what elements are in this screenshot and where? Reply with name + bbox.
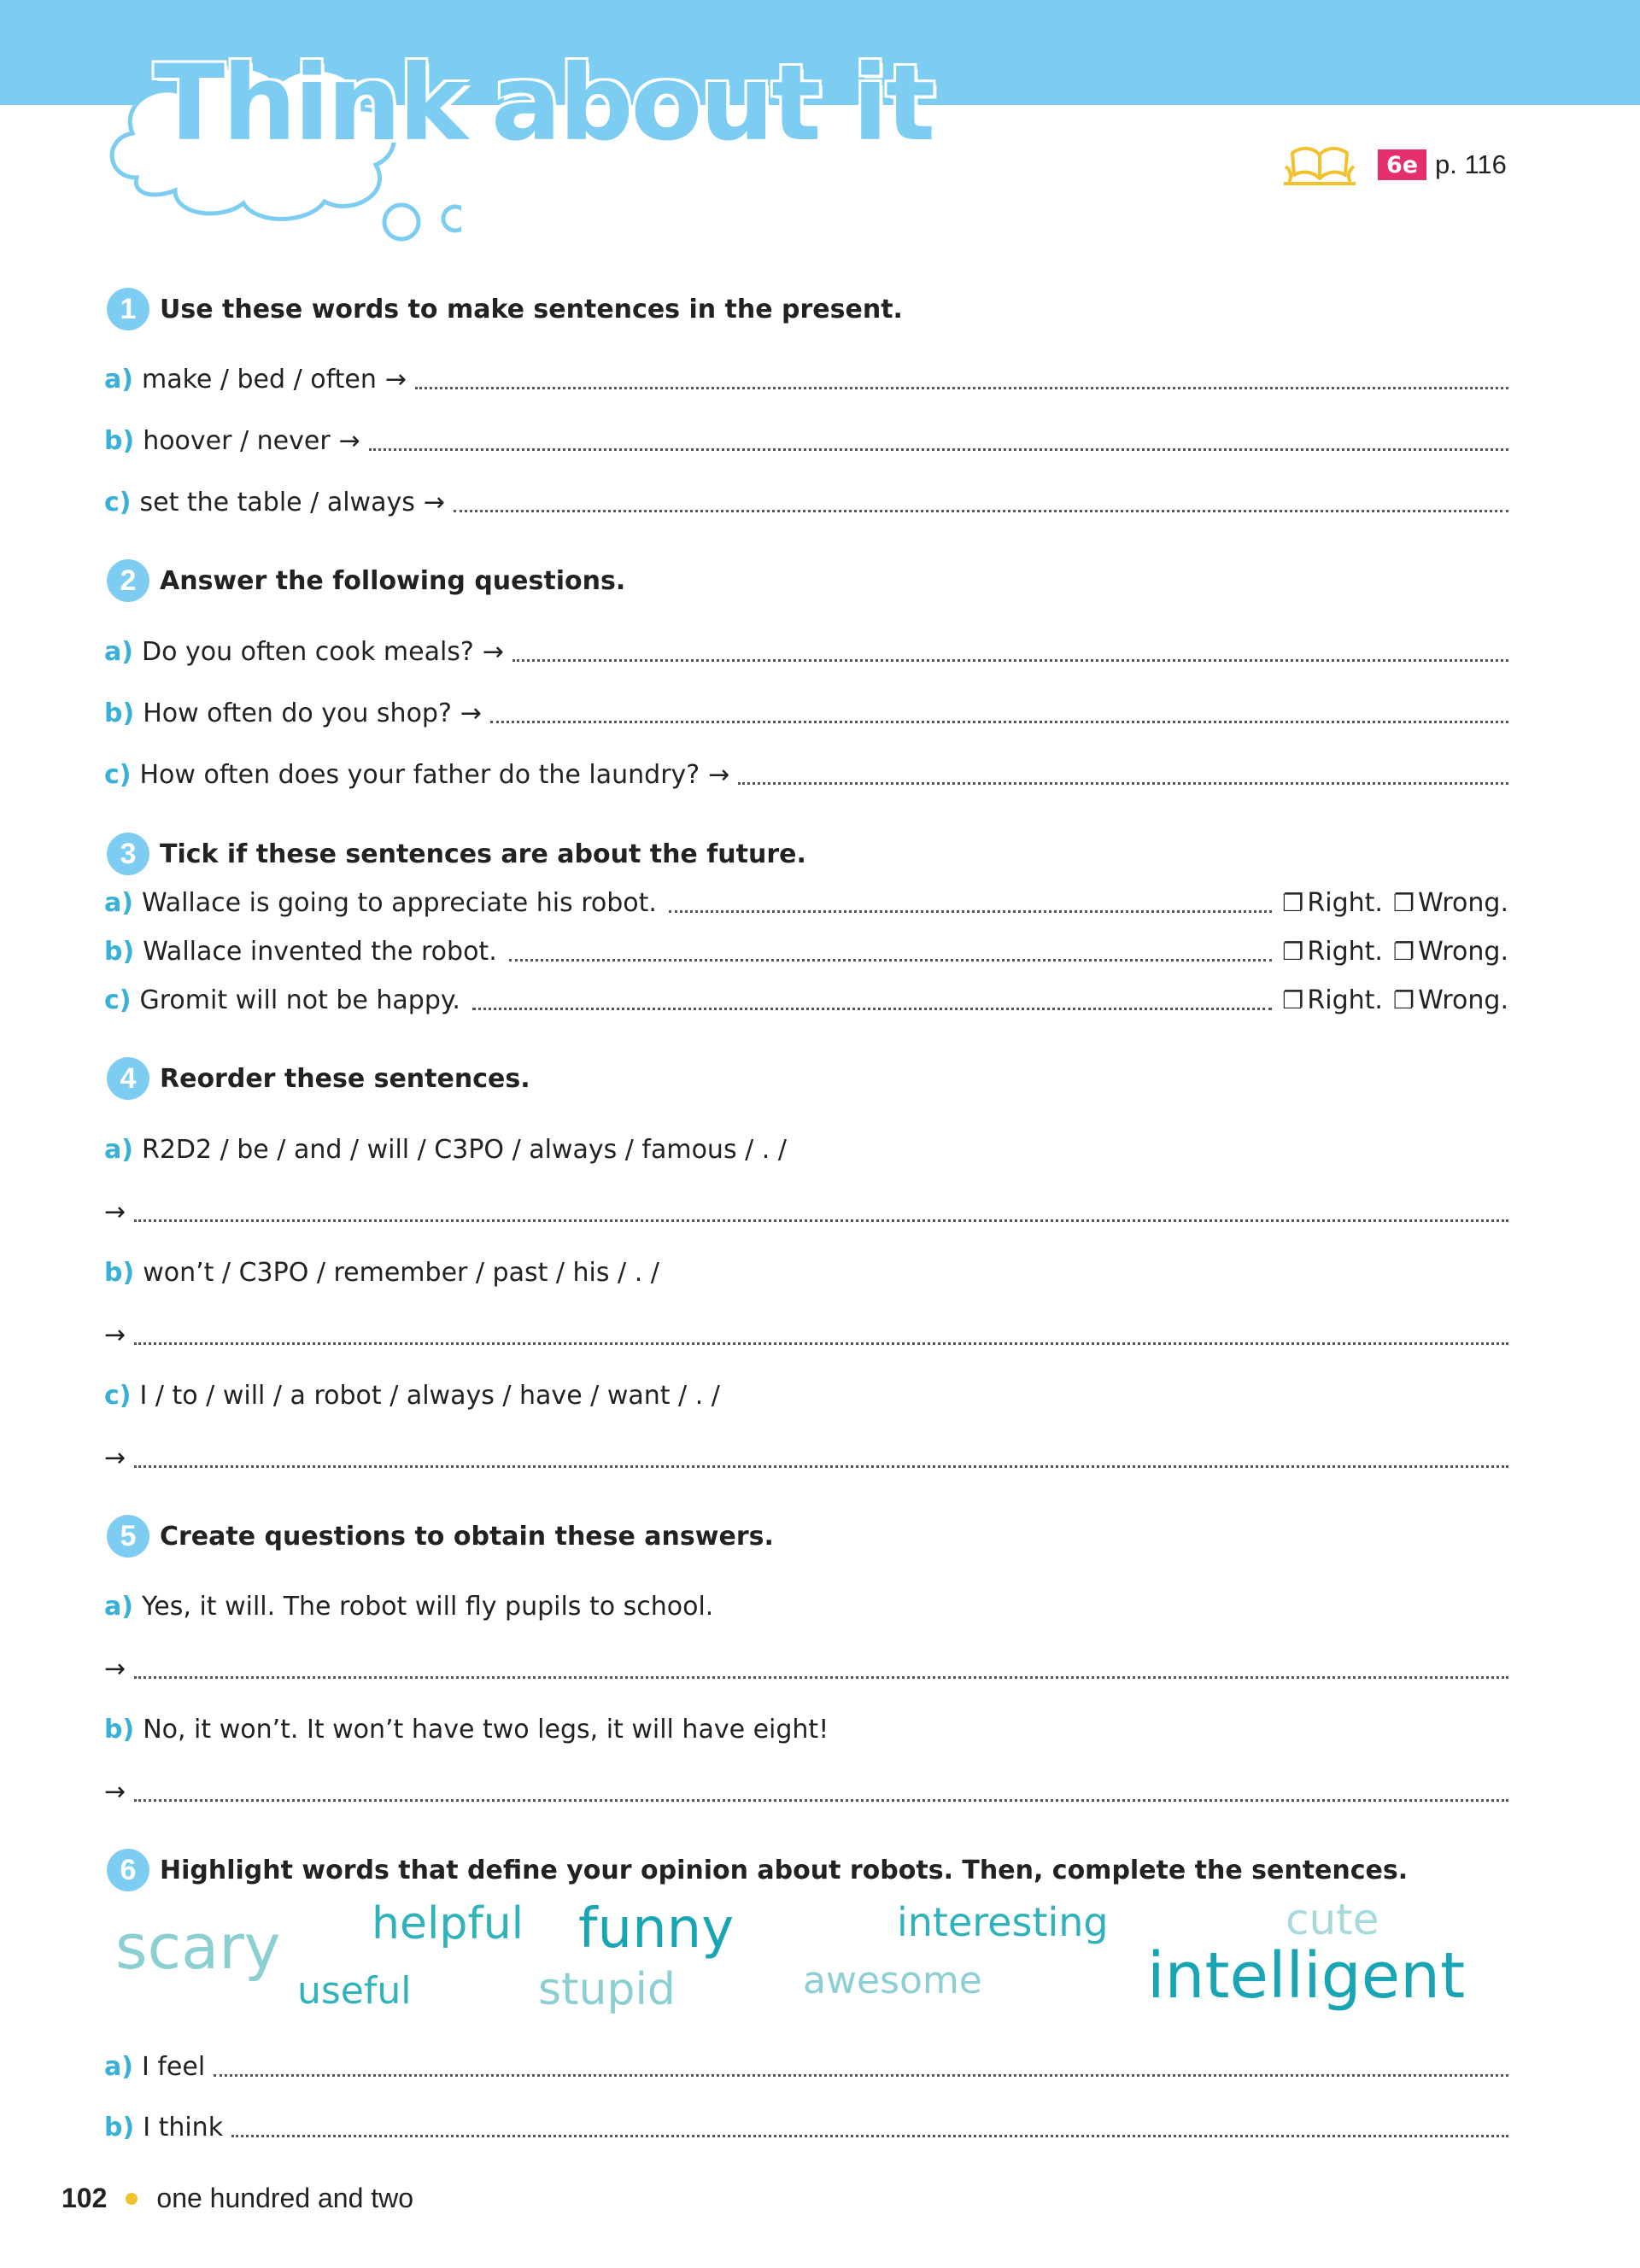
exercise-instruction: Tick if these sentences are about the future.: [160, 839, 806, 869]
answer-line[interactable]: [134, 1342, 1508, 1345]
arrow-icon: →: [423, 488, 445, 517]
level-badge: 6e: [1378, 149, 1426, 180]
item-prompt: make / bed / often: [141, 365, 377, 395]
bullet-dot-icon: [126, 2193, 138, 2205]
word-scary[interactable]: scary: [115, 1911, 281, 1983]
exercise-number: 3: [107, 833, 149, 875]
page-ref-text: p. 116: [1435, 149, 1507, 179]
item-label: a): [104, 2052, 133, 2082]
item-prompt: hoover / never: [143, 426, 331, 456]
page-reference[interactable]: [1277, 141, 1507, 189]
exercise-number: 4: [107, 1057, 149, 1100]
arrow-icon: →: [338, 426, 360, 456]
item-prompt: Wallace is going to appreciate his robot.: [141, 888, 657, 918]
answer-line[interactable]: [214, 2074, 1508, 2077]
exercise-instruction: Use these words to make sentences in the present.: [160, 294, 903, 324]
answer-line[interactable]: [454, 510, 1508, 512]
word-funny[interactable]: funny: [578, 1897, 735, 1961]
item-label: b): [104, 2113, 135, 2142]
item-label: b): [104, 426, 135, 456]
exercise-2-title: [107, 559, 625, 602]
checkbox-right[interactable]: ❐: [1282, 986, 1304, 1014]
exercise-instruction: Reorder these sentences.: [160, 1063, 530, 1094]
answer-line[interactable]: [490, 721, 1508, 723]
exercise-1-item-c: [104, 488, 1508, 517]
exercise-instruction: Highlight words that define your opinion about robots. Then, complete the sentences.: [160, 1855, 1409, 1885]
item-label: c): [104, 488, 132, 517]
answer-line[interactable]: [134, 1465, 1508, 1468]
title-word-about-it: about it: [490, 43, 934, 164]
item-label: b): [104, 1258, 135, 1288]
exercise-instruction: Answer the following questions.: [160, 565, 626, 596]
answer-line[interactable]: [415, 387, 1508, 389]
answer-line[interactable]: [134, 1676, 1508, 1679]
tick-options: [1282, 937, 1508, 967]
option-right: Right.: [1307, 937, 1383, 967]
exercise-number: 2: [107, 559, 149, 602]
checkbox-right[interactable]: ❐: [1282, 889, 1304, 917]
item-prompt: set the table / always: [139, 488, 415, 517]
title-word-think: Think: [154, 43, 466, 164]
exercise-4-item-a: [104, 1135, 1508, 1165]
arrow-icon: →: [384, 365, 407, 395]
item-label: a): [104, 365, 133, 395]
item-prompt: Wallace invented the robot.: [143, 937, 497, 967]
arrow-icon: →: [482, 637, 504, 667]
answer-line[interactable]: [369, 448, 1508, 451]
exercise-6-item-a: [104, 2052, 1508, 2082]
option-wrong: Wrong.: [1418, 985, 1508, 1015]
checkbox-wrong[interactable]: ❐: [1392, 986, 1415, 1014]
exercise-5-title: [107, 1515, 774, 1558]
exercise-4-item-b: [104, 1258, 1508, 1288]
arrow-icon: →: [708, 760, 730, 790]
item-prompt: How often does your father do the laundry?: [139, 760, 700, 790]
item-prompt: How often do you shop?: [143, 699, 452, 728]
exercise-4-title: [107, 1057, 530, 1100]
item-prompt: Do you often cook meals?: [141, 637, 474, 667]
checkbox-wrong[interactable]: ❐: [1392, 938, 1415, 966]
option-right: Right.: [1307, 985, 1383, 1015]
exercise-3-title: [107, 833, 806, 875]
item-label: a): [104, 637, 133, 667]
exercise-3-item-a: [104, 888, 1508, 918]
exercise-5-answer-a: [104, 1654, 1508, 1684]
item-label: b): [104, 699, 135, 728]
item-label: c): [104, 985, 132, 1015]
item-prompt: won’t / C3PO / remember / past / his / . /: [143, 1258, 659, 1288]
exercise-5-item-a: [104, 1592, 1508, 1622]
answer-line[interactable]: [134, 1219, 1508, 1222]
option-right: Right.: [1307, 888, 1383, 918]
item-prompt: Yes, it will. The robot will fly pupils to school.: [141, 1592, 714, 1622]
word-cute[interactable]: cute: [1286, 1895, 1379, 1944]
item-label: a): [104, 888, 133, 918]
tick-options: [1282, 985, 1508, 1015]
exercise-1-item-b: [104, 426, 1508, 456]
exercise-6-title: [107, 1849, 1408, 1891]
checkbox-wrong[interactable]: ❐: [1392, 889, 1415, 917]
item-label: a): [104, 1135, 133, 1165]
item-prompt: Gromit will not be happy.: [139, 985, 460, 1015]
page-footer: [62, 2183, 413, 2214]
leader-dots: [669, 910, 1272, 913]
answer-line[interactable]: [512, 659, 1508, 662]
exercise-3-item-b: [104, 937, 1508, 967]
exercise-number: 6: [107, 1849, 149, 1891]
exercise-4-answer-c: [104, 1443, 1508, 1473]
item-prompt: I think: [143, 2113, 224, 2142]
item-prompt: No, it won’t. It won’t have two legs, it will have eight!: [143, 1715, 829, 1745]
item-label: b): [104, 1715, 135, 1745]
exercise-2-item-a: [104, 637, 1508, 667]
page-number-words: one hundred and two: [156, 2183, 414, 2213]
exercise-4-answer-b: [104, 1320, 1508, 1350]
arrow-icon: →: [104, 1654, 126, 1684]
answer-line[interactable]: [134, 1799, 1508, 1802]
exercise-instruction: Create questions to obtain these answers.: [160, 1521, 774, 1552]
exercise-number: 1: [107, 288, 149, 330]
option-wrong: Wrong.: [1418, 937, 1508, 967]
tick-options: [1282, 888, 1508, 918]
exercise-2-item-c: [104, 760, 1508, 790]
checkbox-right[interactable]: ❐: [1282, 938, 1304, 966]
word-helpful[interactable]: helpful: [372, 1898, 524, 1949]
word-awesome[interactable]: awesome: [803, 1959, 982, 2002]
page-number: 102: [62, 2183, 108, 2213]
exercise-number: 5: [107, 1515, 149, 1558]
arrow-icon: →: [104, 1197, 126, 1227]
word-intelligent[interactable]: intelligent: [1147, 1939, 1466, 2013]
answer-line[interactable]: [738, 782, 1508, 785]
exercise-6-item-b: [104, 2113, 1508, 2142]
page-title: [154, 43, 934, 164]
arrow-icon: →: [104, 1777, 126, 1807]
book-reading-icon: [1277, 141, 1362, 189]
exercise-5-answer-b: [104, 1777, 1508, 1807]
item-label: b): [104, 937, 135, 967]
item-label: c): [104, 1381, 132, 1411]
exercise-1-item-a: [104, 365, 1508, 395]
word-useful[interactable]: useful: [297, 1969, 412, 2013]
option-wrong: Wrong.: [1418, 888, 1508, 918]
arrow-icon: →: [460, 699, 483, 728]
answer-line[interactable]: [231, 2135, 1508, 2137]
exercise-4-answer-a: [104, 1197, 1508, 1227]
word-interesting[interactable]: interesting: [897, 1899, 1109, 1945]
item-label: c): [104, 760, 132, 790]
item-prompt: I / to / will / a robot / always / have / want / . /: [139, 1381, 720, 1411]
item-label: a): [104, 1592, 133, 1622]
word-stupid[interactable]: stupid: [538, 1964, 676, 2015]
item-prompt: I feel: [141, 2052, 206, 2082]
arrow-icon: →: [104, 1320, 126, 1350]
exercise-2-item-b: [104, 699, 1508, 728]
exercise-1-title: [107, 288, 903, 330]
exercise-4-item-c: [104, 1381, 1508, 1411]
exercise-3-item-c: [104, 985, 1508, 1015]
leader-dots: [509, 959, 1273, 962]
leader-dots: [472, 1008, 1272, 1010]
item-prompt: R2D2 / be / and / will / C3PO / always / famous / . /: [141, 1135, 787, 1165]
arrow-icon: →: [104, 1443, 126, 1473]
exercise-5-item-b: [104, 1715, 1508, 1745]
